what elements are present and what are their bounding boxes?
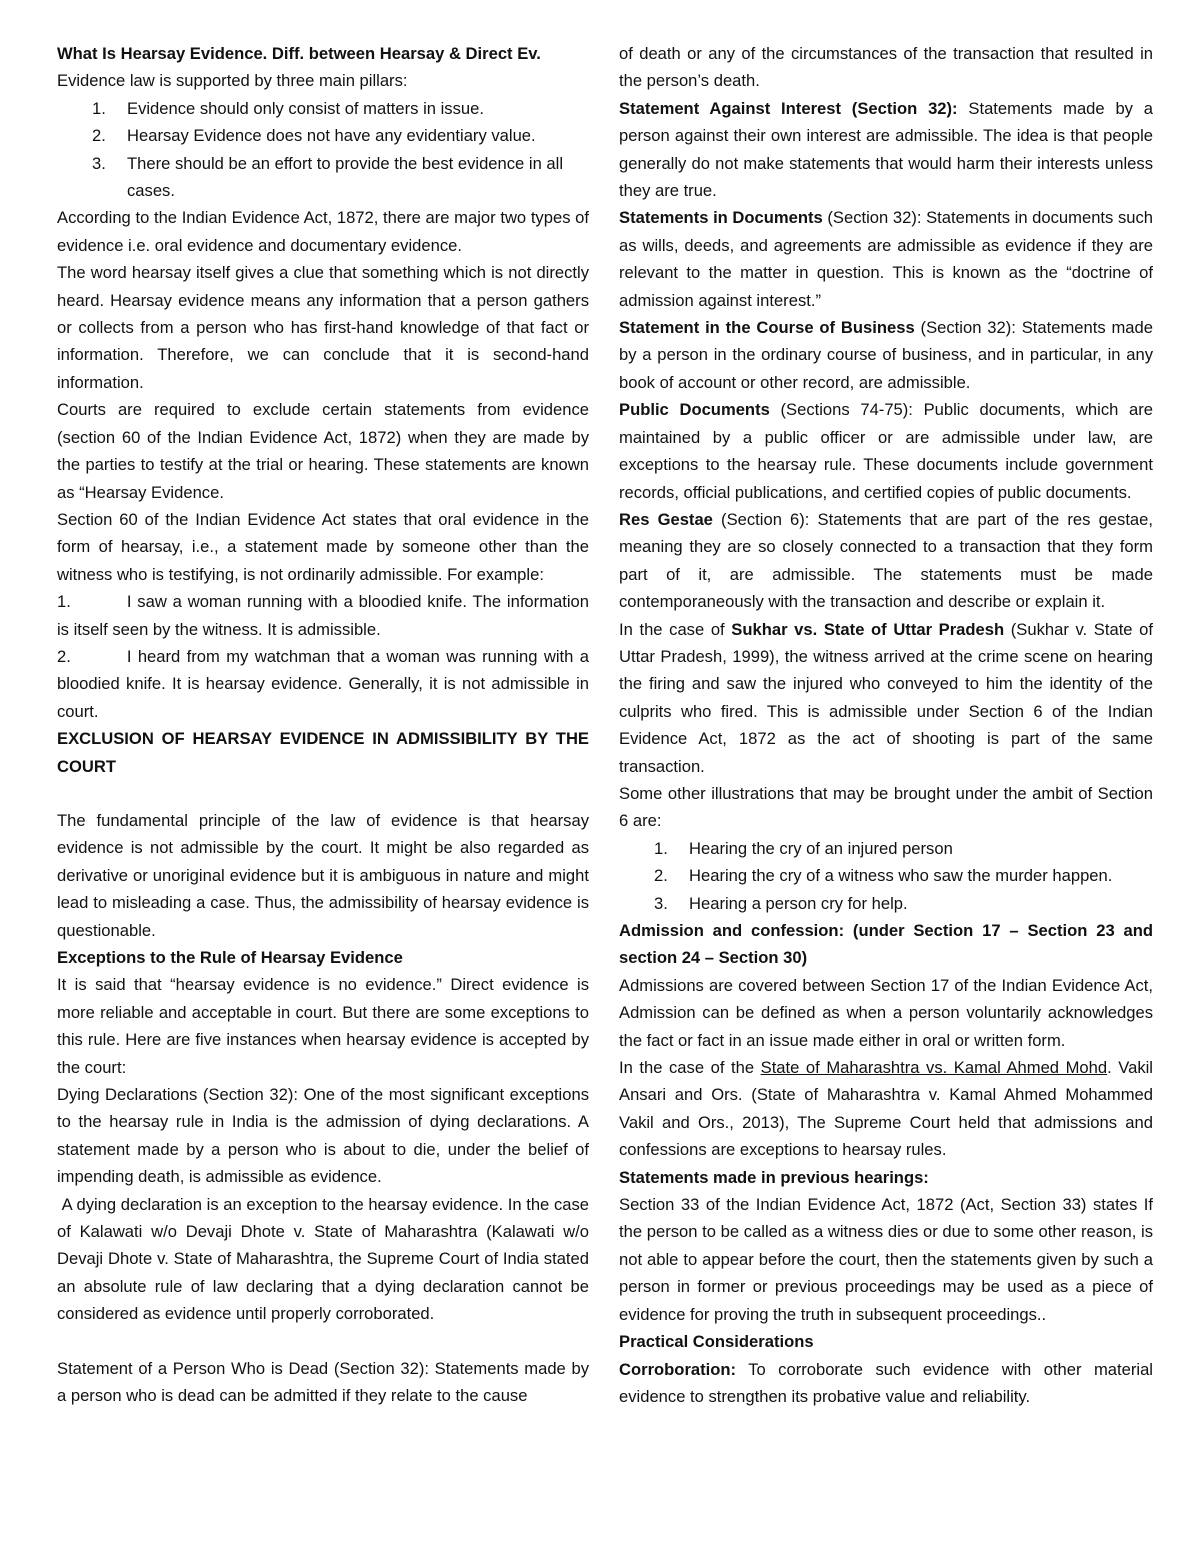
paragraph-no-evidence: It is said that “hearsay evidence is no evidence.” Direct evidence is more reliable and acceptable in court. But there are some exceptions to this rule. Here are five instances when hearsay evidence is accepted by the court: (57, 975, 589, 1077)
paragraph-section-33: Section 33 of the Indian Evidence Act, 1872 (Act, Section 33) states If the person to be called as a witness dies or due to some other reason, is not able to appear before the court, then the statements given by such a person in former or previous proceedings may be used as a piece of evidence for proving the truth in subsequent proceedings.. (619, 1195, 1153, 1324)
paragraph-sukhar: In the case of Sukhar vs. State of Uttar Pradesh (Sukhar v. State of Uttar Pradesh, 1999), the witness arrived at the crime scene on hearing the firing and saw the injured who conveyed to him the identity of the culprits who fired. This is admissible under Section 6 of the Indian Evidence Act, 1872 as the act of shooting is part of the same transaction. (619, 619, 1153, 776)
list-item: 1. Hearing the cry of an injured person (654, 838, 953, 858)
pillars-intro: Evidence law is supported by three main pillars: (57, 71, 408, 91)
paragraph-other-illustrations: Some other illustrations that may be brought under the ambit of Section 6 are: (619, 783, 1153, 831)
list-item: 2. Hearing the cry of a witness who saw the murder happen. (654, 866, 1113, 886)
paragraph-res-gestae: Res Gestae (Section 6): Statements that are part of the res gestae, meaning they are so closely connected to a transaction that they form part of it, are admissible. The statements must be made contemporaneously with the transaction and describe or explain it. (619, 509, 1153, 612)
list-item: 2. Hearsay Evidence does not have any evidentiary value. (92, 126, 536, 146)
list-item: 1. Evidence should only consist of matters in issue. (92, 98, 484, 118)
paragraph-types: According to the Indian Evidence Act, 1872, there are major two types of evidence i.e. oral evidence and documentary evidence. (57, 208, 589, 255)
right-column (619, 40, 1153, 1410)
paragraph-admissions: Admissions are covered between Section 17 of the Indian Evidence Act, Admission can be defined as when a person voluntarily acknowledges the fact or fact in an issue made either in oral or written form. (619, 975, 1153, 1050)
paragraph-fundamental: The fundamental principle of the law of evidence is that hearsay evidence is not admissible by the court. It might be also regarded as derivative or unoriginal evidence but it is ambiguous in nature and might lead to misleading a case. Thus, the admissibility of hearsay evidence is questionable. (57, 810, 589, 940)
example-item: 2. I heard from my watchman that a woman was running with a bloodied knife. It is hearsay evidence. Generally, it is not admissible in court. (57, 646, 589, 721)
list-item: 3. Hearing a person cry for help. (654, 893, 908, 913)
example-item: 1. I saw a woman running with a bloodied knife. The information is itself seen by the witness. It is admissible. (57, 592, 589, 639)
exclusion-heading: EXCLUSION OF HEARSAY EVIDENCE IN ADMISSIBILITY BY THE COURT (57, 729, 589, 776)
paragraph-against-interest: Statement Against Interest (Section 32): Statements made by a person against their own interest are admissible. The idea is that people generally do not make statements that would harm their interests unless they are true. (619, 98, 1154, 201)
case-link[interactable]: State of Maharashtra vs. Kamal Ahmed Mohd (760, 1058, 1108, 1078)
admission-heading: Admission and confession: (under Section 17 – Section 23 and section 24 – Section 30) (619, 921, 1153, 968)
paragraph-kalawati: A dying declaration is an exception to the hearsay evidence. In the case of Kalawati w/o Devaji Dhote v. State of Maharashtra (Kalawati w/o Devaji Dhote v. State of Maharashtra, the Supreme Court of India stated an absolute rule of law declaring that a dying declaration cannot be considered as evidence until properly corroborated. (57, 1194, 589, 1324)
paragraph-courts: Courts are required to exclude certain statements from evidence (section 60 of the Indian Evidence Act, 1872) when they are made by the parties to testify at the trial or hearing. These statements are known as “Hearsay Evidence. (57, 400, 589, 502)
paragraph-hearsay-word: The word hearsay itself gives a clue that something which is not directly heard. Hearsay evidence means any information that a person gathers or collects from a person who has first-hand knowledge of that fact or information. Therefore, we can conclude that it is second-hand information. (57, 263, 589, 392)
practical-heading: Practical Considerations (619, 1332, 814, 1352)
paragraph-dying-declarations: Dying Declarations (Section 32): One of the most significant exceptions to the hearsay rule in India is the admission of dying declarations. A statement made by a person who is about to die, under the belief of impending death, is admissible as evidence. (57, 1085, 589, 1187)
paragraph-corroboration: Corroboration: To corroborate such evidence with other material evidence to strengthen its probative value and reliability. (619, 1359, 1153, 1406)
pillars-list (57, 95, 589, 205)
paragraph-maharashtra: In the case of the State of Maharashtra vs. Kamal Ahmed Mohd. Vakil Ansari and Ors. (State of Maharashtra v. Kamal Ahmed Mohammed Vakil and Ors., 2013), The Supreme Court held that admissions and confessions are exceptions to hearsay rules. (619, 1058, 1153, 1160)
paragraph-business: Statement in the Course of Business (Section 32): Statements made by a person in the ordinary course of business, and in particular, in any book of account or other record, are admissible. (619, 318, 1153, 392)
list-item: 3. There should be an effort to provide the best evidence in all cases. (92, 153, 564, 201)
paragraph-section-60: Section 60 of the Indian Evidence Act states that oral evidence in the form of hearsay, i.e., a statement made by someone other than the witness who is testifying, is not ordinarily admissible. For example: (57, 509, 589, 584)
illustrations-list (619, 835, 1153, 917)
previous-hearings-heading: Statements made in previous hearings: (619, 1167, 929, 1187)
exceptions-heading: Exceptions to the Rule of Hearsay Evidence (57, 948, 403, 967)
paragraph-public-documents: Public Documents (Sections 74-75): Public documents, which are maintained by a public officer or are admissible under law, are exceptions to the hearsay rule. These documents include government records, official publications, and certified copies of public documents. (619, 400, 1153, 502)
paragraph-continued: of death or any of the circumstances of the transaction that resulted in the person’s death. (619, 44, 1153, 91)
left-column (57, 40, 589, 1410)
document-title: What Is Hearsay Evidence. Diff. between Hearsay & Direct Ev. (57, 44, 541, 63)
paragraph-dead-person: Statement of a Person Who is Dead (Section 32): Statements made by a person who is dead can be admitted if they relate to the cause (57, 1358, 589, 1406)
paragraph-documents: Statements in Documents (Section 32): Statements in documents such as wills, deeds, and agreements are admissible as evidence if they are relevant to the matter in question. This is known as the “doctrine of admission against interest.” (619, 208, 1153, 310)
